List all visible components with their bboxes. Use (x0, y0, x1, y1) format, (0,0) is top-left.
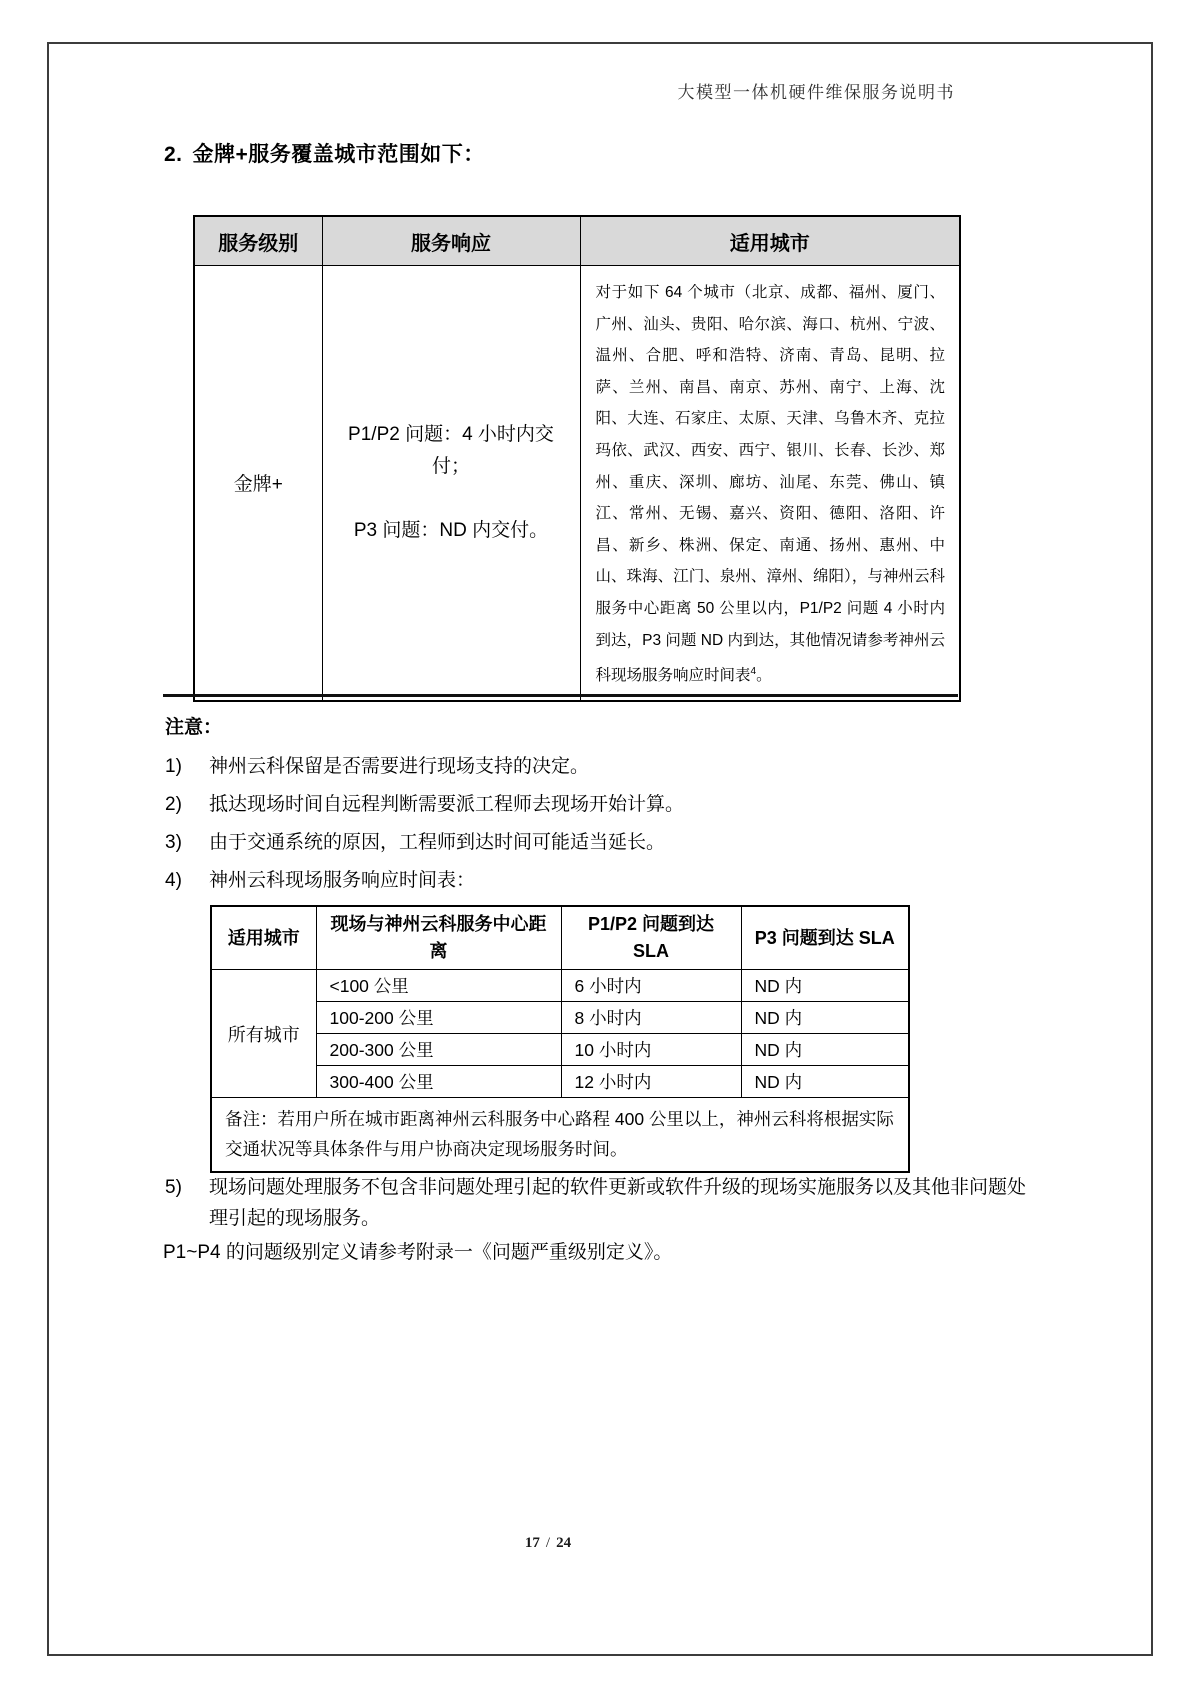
page-number-total: 24 (556, 1535, 572, 1551)
p3-sla-cell: ND 内 (741, 970, 909, 1002)
list-item-text: 由于交通系统的原因，工程师到达时间可能适当延长。 (209, 832, 666, 853)
list-item-text: 抵达现场时间自远程判断需要派工程师去现场开始计算。 (209, 794, 685, 815)
table-row (211, 1034, 909, 1066)
t1-header-applicable-cities: 适用城市 (580, 216, 960, 266)
list-item-number: 2) (165, 794, 182, 815)
table-row (211, 1002, 909, 1034)
distance-cell: 100-200 公里 (316, 1002, 561, 1034)
p3-sla-cell: ND 内 (741, 1066, 909, 1098)
table-row (194, 266, 960, 701)
table-row (211, 1066, 909, 1098)
list-item-text: 神州云科保留是否需要进行现场支持的决定。 (209, 756, 590, 777)
list-item-text: 现场问题处理服务不包含非问题处理引起的软件更新或软件升级的现场实施服务以及其他非问题处理引起的现场服务。 (209, 1177, 1027, 1229)
response-p1p2: P1/P2 问题：4 小时内交付； (348, 423, 554, 477)
t2-header-distance: 现场与神州云科服务中心距离 (316, 906, 561, 970)
cities-text: 对于如下 64 个城市（北京、成都、福州、厦门、广州、汕头、贵阳、哈尔滨、海口、杭州、宁波、温州、合肥、呼和浩特、济南、青岛、昆明、拉萨、兰州、南昌、南京、苏州、南宁、上海、沈阳、大连、石家庄、太原、天津、乌鲁木齐、克拉玛依、武汉、西安、西宁、银川、长春、长沙、郑州、重庆、深圳、廊坊、汕尾、东莞、佛山、镇江、常州、无锡、嘉兴、资阳、德阳、洛阳、许昌、新乡、株洲、保定、南通、扬州、惠州、中山、珠海、江门、泉州、漳州、绵阳），与神州云科服务中心距离 50 公里以内，P1/P2 问题 4 小时内到达，P3 问题 ND 内到达，其他情况请参考神州云科现场服务响应时间表 (595, 284, 945, 685)
table-header-row (211, 906, 909, 970)
applicable-cities-cell (580, 266, 960, 701)
table-row (211, 1098, 909, 1173)
cities-period: 。 (756, 667, 772, 685)
page-footer (0, 1535, 1096, 1552)
p3-sla-cell: ND 内 (741, 1034, 909, 1066)
gold-plus-service-table (193, 215, 961, 702)
p1p2-sla-cell: 8 小时内 (561, 1002, 741, 1034)
section-heading (164, 138, 485, 168)
section-title: 金牌+服务覆盖城市范围如下： (192, 143, 485, 166)
page-number-separator: / (545, 1535, 551, 1551)
notes-label: 注意： (165, 717, 223, 738)
closing-paragraph: P1~P4 的问题级别定义请参考附录一《问题严重级别定义》。 (163, 1242, 673, 1263)
list-item-text: 神州云科现场服务响应时间表： (209, 870, 476, 891)
p1p2-sla-cell: 12 小时内 (561, 1066, 741, 1098)
response-time-table (210, 905, 910, 1173)
section-number: 2. (164, 143, 183, 166)
notes-section (165, 712, 975, 906)
response-p3: P3 问题：ND 内交付。 (353, 519, 549, 541)
p1p2-sla-cell: 6 小时内 (561, 970, 741, 1002)
list-item (165, 754, 975, 780)
distance-cell: <100 公里 (316, 970, 561, 1002)
city-scope-cell: 所有城市 (211, 970, 316, 1098)
table-header-row (194, 216, 960, 266)
section-divider-rule (163, 694, 958, 697)
footnote-reference: 4 (750, 666, 757, 678)
list-item (165, 868, 975, 894)
p3-sla-cell: ND 内 (741, 1002, 909, 1034)
t2-header-p1p2-sla: P1/P2 问题到达 SLA (561, 906, 741, 970)
p1p2-sla-cell: 10 小时内 (561, 1034, 741, 1066)
document-header-title: 大模型一体机硬件维保服务说明书 (677, 83, 955, 102)
list-item (165, 792, 975, 818)
list-item-number: 4) (165, 870, 182, 891)
t2-header-p3-sla: P3 问题到达 SLA (741, 906, 909, 970)
t1-header-service-level: 服务级别 (194, 216, 322, 266)
page-number-current: 17 (524, 1535, 540, 1551)
remark-cell: 备注：若用户所在城市距离神州云科服务中心路程 400 公里以上，神州云科将根据实际交通状况等具体条件与用户协商决定现场服务时间。 (211, 1098, 909, 1173)
list-item-number: 3) (165, 832, 182, 853)
service-level-cell: 金牌+ (194, 266, 322, 701)
list-item-number: 5) (165, 1177, 182, 1198)
distance-cell: 200-300 公里 (316, 1034, 561, 1066)
distance-cell: 300-400 公里 (316, 1066, 561, 1098)
service-response-cell (322, 266, 580, 701)
list-item-5 (165, 1172, 1040, 1234)
list-item (165, 830, 975, 856)
t1-header-service-response: 服务响应 (322, 216, 580, 266)
t2-header-applicable-cities: 适用城市 (211, 906, 316, 970)
list-item-number: 1) (165, 756, 182, 777)
table-row (211, 970, 909, 1002)
